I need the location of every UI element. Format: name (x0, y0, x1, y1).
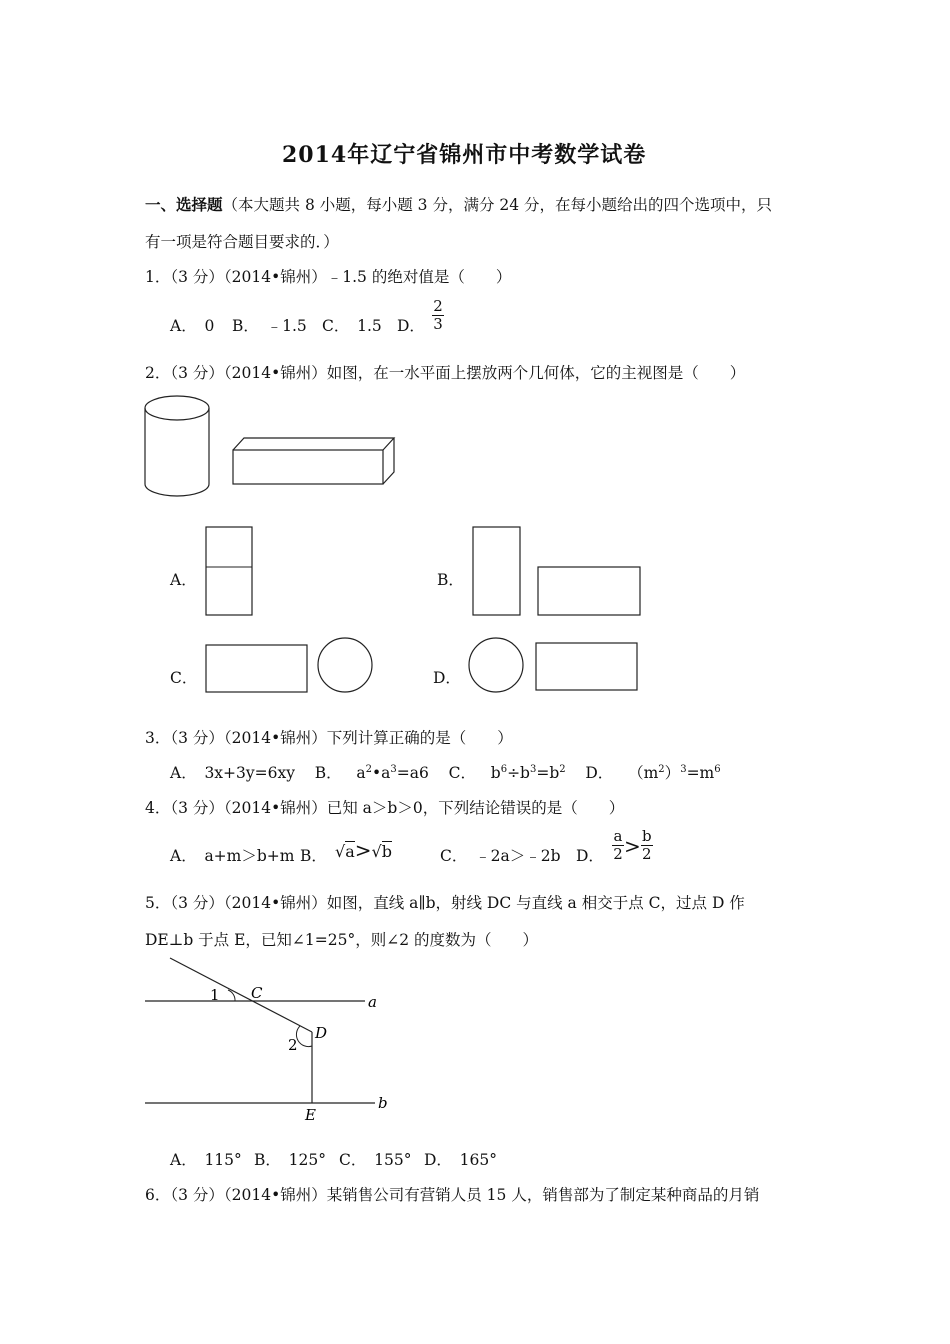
q4-d-den2: 2 (641, 845, 652, 863)
sqrt-a-radicand: a (345, 842, 355, 861)
q1-option-a: A． 0 (170, 317, 215, 335)
q5-stem-line2: DE⊥b 于点 E，已知∠1=25°，则∠2 的度数为（ ） (145, 931, 538, 949)
section-description-2: 有一项是符合题目要求的．） (145, 233, 339, 251)
q5-angle2-label: 2 (288, 1036, 298, 1054)
q3-d-part: =m (686, 764, 715, 782)
q3-option-b (356, 764, 428, 782)
q3-d-part: （m (628, 764, 659, 782)
q3-c-exp: 6 (500, 763, 508, 775)
q1-option-d: D． (397, 317, 425, 335)
q4-d-greater: > (624, 833, 641, 858)
q2-option-b-figure (472, 526, 644, 618)
section-description-1: （本大题共 8 小题，每小题 3 分，满分 24 分，在每小题给出的四个选项中，只 (222, 196, 773, 214)
section-heading: 一、选择题 (145, 195, 223, 214)
q3-d-exp: 6 (714, 763, 721, 775)
q3-d-exp: 2 (658, 763, 665, 775)
q4-b-greater: > (354, 838, 372, 862)
sqrt-a: √a (335, 842, 355, 861)
q2-solids-figure (140, 388, 410, 503)
q3-options (170, 761, 721, 783)
q5-line-b-label: b (378, 1094, 388, 1112)
q5-point-d-label: D (315, 1024, 328, 1042)
q1-option-b: B． ﹣1.5 (232, 317, 307, 335)
q3-option-c (491, 764, 566, 782)
q5-option-c: C． 155° (339, 1151, 412, 1169)
sqrt-b-radicand: b (381, 842, 392, 861)
q2-option-c-figure (204, 635, 376, 695)
q3-b-part: •a (372, 764, 391, 782)
q2-stem: 2．（3 分）（2014•锦州）如图，在一水平面上摆放两个几何体，它的主视图是（ ） (145, 364, 746, 382)
q4-d-frac-a (612, 828, 624, 863)
q5-point-e-label: E (305, 1106, 316, 1124)
q3-option-d (628, 764, 721, 782)
section-heading-line1 (145, 193, 772, 215)
q5-point-c-label: C (251, 984, 263, 1002)
q1-d-denominator: 3 (433, 315, 443, 333)
q4-option-b-expression (335, 838, 392, 862)
q2-option-a-figure (205, 526, 255, 618)
q5-angle1-label: 1 (210, 986, 220, 1004)
q4-option-b: B． (300, 847, 327, 865)
q5-line-a-label: a (368, 993, 377, 1011)
q5-parallel-lines-figure (140, 950, 400, 1125)
q4-option-d: D． (576, 847, 604, 865)
q2-option-d: D． (433, 669, 461, 687)
q3-c-exp: 2 (559, 763, 566, 775)
q3-option-b-label: B． (314, 764, 342, 782)
q5-stem-line1: 5．（3 分）（2014•锦州）如图，直线 a∥b，射线 DC 与直线 a 相交于点 C，过点 D 作 (145, 894, 745, 912)
q1-option-c: C． 1.5 (322, 317, 382, 335)
q1-stem: 1．（3 分）（2014•锦州）﹣1.5 的绝对值是（ ） (145, 268, 512, 286)
q4-option-d-expression (612, 828, 653, 863)
q1-option-d-fraction (432, 298, 444, 333)
q1-d-numerator: 2 (433, 297, 443, 315)
q3-option-a: A． 3x+3y=6xy (170, 764, 295, 782)
q2-option-c: C． (170, 669, 198, 687)
q5-option-b: B． 125° (254, 1151, 326, 1169)
q3-stem: 3．（3 分）（2014•锦州）下列计算正确的是（ ） (145, 729, 513, 747)
q3-c-exp: 3 (529, 763, 537, 775)
q4-stem: 4．（3 分）（2014•锦州）已知 a＞b＞0，下列结论错误的是（ ） (145, 799, 625, 817)
q4-d-den1: 2 (613, 845, 623, 863)
q3-d-exp: 3 (680, 763, 687, 775)
q4-option-c: C． ﹣2a＞﹣2b (440, 847, 561, 865)
q5-option-a: A． 115° (170, 1151, 242, 1169)
q2-option-b: B． (437, 571, 464, 589)
q2-option-a: A． (170, 571, 197, 589)
q3-option-d-label: D． (585, 764, 614, 782)
q3-b-exp: 2 (365, 763, 373, 775)
q5-option-d: D． 165° (424, 1151, 498, 1169)
page-title: 2014年辽宁省锦州市中考数学试卷 (282, 142, 647, 168)
q3-c-part: =b (536, 764, 560, 782)
q2-option-d-figure (467, 635, 642, 695)
q3-option-c-label: C． (448, 764, 476, 782)
q3-b-part: a (356, 764, 366, 782)
q6-stem: 6．（3 分）（2014•锦州）某销售公司有营销人员 15 人，销售部为了制定某种商品的月销 (145, 1186, 760, 1204)
q3-d-part: ） (664, 764, 681, 782)
q3-b-exp: 3 (390, 763, 397, 775)
q3-c-part: ÷b (507, 764, 530, 782)
sqrt-b: √b (371, 842, 392, 861)
q4-option-a: A． a+m＞b+m (170, 847, 295, 865)
q4-d-frac-b (641, 828, 653, 863)
q3-b-part: =a6 (396, 764, 429, 782)
q3-c-part: b (490, 764, 501, 782)
q4-d-num2: b (641, 827, 652, 845)
q4-d-num1: a (613, 827, 623, 845)
